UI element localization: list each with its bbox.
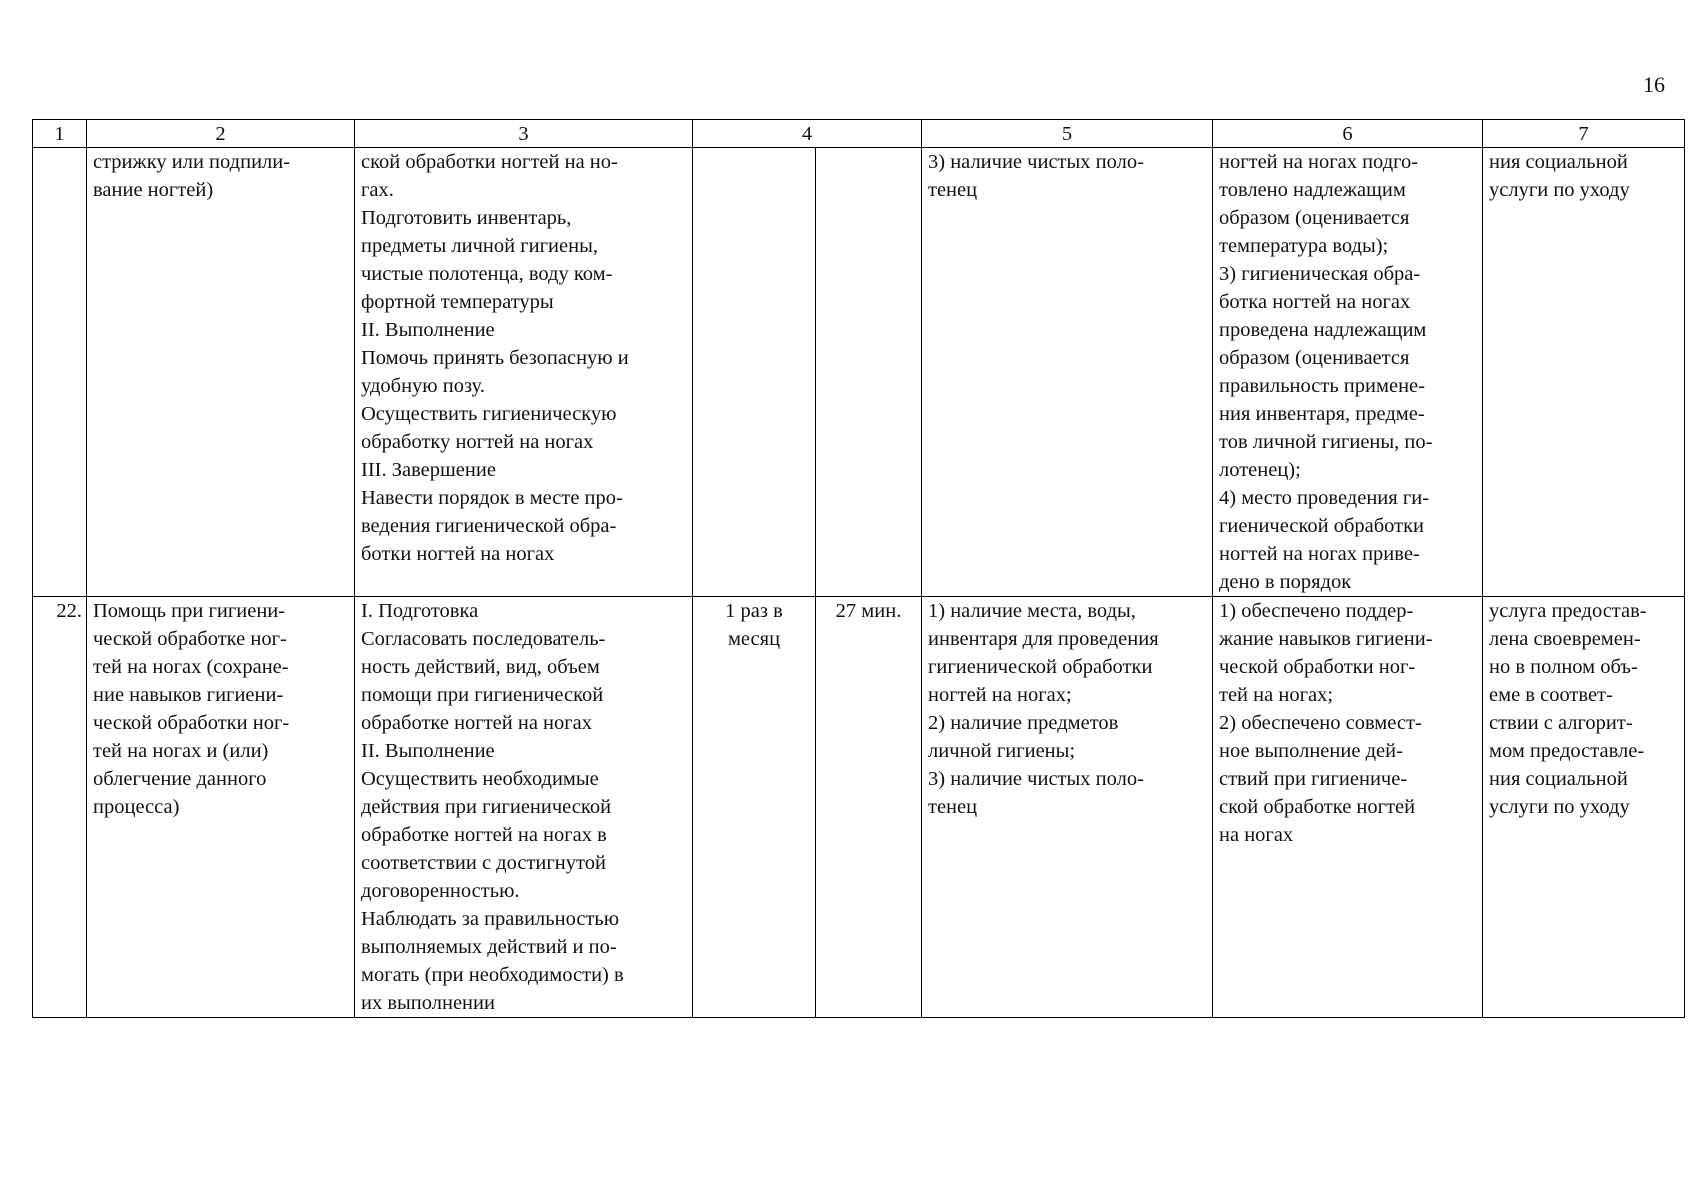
header-cell-4: 4: [693, 120, 922, 148]
service-frequency: [693, 148, 816, 597]
header-cell-7: 7: [1483, 120, 1685, 148]
table-row: [33, 597, 1685, 1018]
header-cell-3: 3: [355, 120, 693, 148]
service-duration: 27 мин.: [816, 597, 922, 1018]
service-conditions: 3) наличие чистых поло- тенец: [922, 148, 1213, 597]
row-number: 22.: [33, 597, 87, 1018]
service-frequency: 1 раз в месяц: [693, 597, 816, 1018]
service-quality: ногтей на ногах подго- товлено надлежащим образом (оценивается температура воды); 3) гигиеническая обра- ботка ногтей на ногах проведена надлежащим образом (оценивается правильность примене- ния инвентаря, предме- тов личной гигиены, по- лотенец); 4) место проведения ги- гиенической обработки ногтей на ногах приве- дено в порядок: [1213, 148, 1483, 597]
table-row: [33, 148, 1685, 597]
header-cell-1: 1: [33, 120, 87, 148]
header-cell-2: 2: [87, 120, 355, 148]
header-cell-6: 6: [1213, 120, 1483, 148]
service-duration: [816, 148, 922, 597]
service-name: Помощь при гигиени- ческой обработке ног- тей на ногах (сохране- ние навыков гигиени- ческой обработки ног- тей на ногах и (или) облегчение данного процесса): [87, 597, 355, 1018]
service-description: ской обработки ногтей на но- гах. Подготовить инвентарь, предметы личной гигиены, чистые полотенца, воду ком- фортной температуры II. Выполнение Помочь принять безопасную и удобную позу. Осуществить гигиеническую обработку ногтей на ногах III. Завершение Навести порядок в месте про- ведения гигиенической обра- ботки ногтей на ногах: [355, 148, 693, 597]
service-evaluation: услуга предостав- лена своевремен- но в полном объ- еме в соответ- ствии с алгорит- мом предоставле- ния социальной услуги по уходу: [1483, 597, 1685, 1018]
row-number: [33, 148, 87, 597]
service-quality: 1) обеспечено поддер- жание навыков гигиени- ческой обработки ног- тей на ногах; 2) обеспечено совмест- ное выполнение дей- ствий при гигиениче- ской обработке ногтей на ногах: [1213, 597, 1483, 1018]
header-row: [33, 120, 1685, 148]
service-conditions: 1) наличие места, воды, инвентаря для проведения гигиенической обработки ногтей на ногах; 2) наличие предметов личной гигиены; 3) наличие чистых поло- тенец: [922, 597, 1213, 1018]
service-evaluation: ния социальной услуги по уходу: [1483, 148, 1685, 597]
header-cell-5: 5: [922, 120, 1213, 148]
service-description: I. Подготовка Согласовать последователь- ность действий, вид, объем помощи при гигиенической обработке ногтей на ногах II. Выполнение Осуществить необходимые действия при гигиенической обработке ногтей на ногах в соответствии с достигнутой договоренностью. Наблюдать за правильностью выполняемых действий и по- могать (при необходимости) в их выполнении: [355, 597, 693, 1018]
page-number: 16: [1643, 72, 1665, 97]
services-table: [32, 119, 1685, 1018]
service-name: стрижку или подпили- вание ногтей): [87, 148, 355, 597]
